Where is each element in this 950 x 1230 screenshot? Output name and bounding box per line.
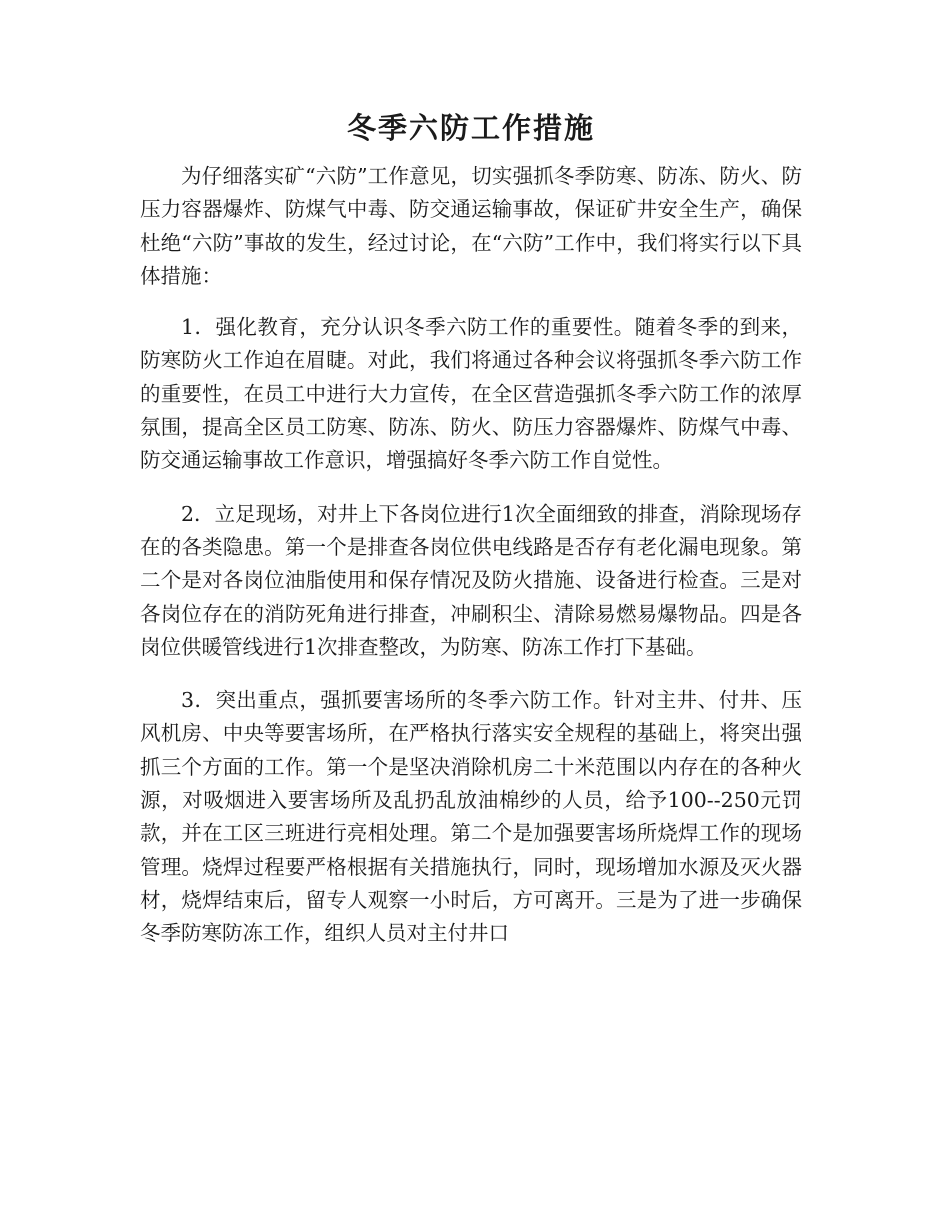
measure-paragraph-2: 2．立足现场，对井上下各岗位进行1次全面细致的排查，消除现场存在的各类隐患。第一个是排查各岗位供电线路是否存有老化漏电现象。第二个是对各岗位油脂使用和保存情况及防火措施、设备进行检查。三是对各岗位存在的消防死角进行排查，冲刷积尘、清除易燃易爆物品。四是各岗位供暖管线进行1次排查整改，为防寒、防冻工作打下基础。 [140, 501, 802, 659]
document-page [140, 108, 802, 971]
measure-paragraph-1: 1．强化教育，充分认识冬季六防工作的重要性。随着冬季的到来，防寒防火工作迫在眉睫。对此，我们将通过各种会议将强抓冬季六防工作的重要性，在员工中进行大力宣传，在全区营造强抓冬季六防工作的浓厚氛围，提高全区员工防寒、防冻、防火、防压力容器爆炸、防煤气中毒、防交通运输事故工作意识，增强搞好冬季六防工作自觉性。 [140, 315, 802, 473]
measure-paragraph-3: 3．突出重点，强抓要害场所的冬季六防工作。针对主井、付井、压风机房、中央等要害场所，在严格执行落实安全规程的基础上，将突出强抓三个方面的工作。第一个是坚决消除机房二十米范围以内存在的各种火源，对吸烟进入要害场所及乱扔乱放油棉纱的人员，给予100--250元罚款，并在工区三班进行亮相处理。第二个是加强要害场所烧焊工作的现场管理。烧焊过程要严格根据有关措施执行，同时，现场增加水源及灭火器材，烧焊结束后，留专人观察一小时后，方可离开。三是为了进一步确保冬季防寒防冻工作，组织人员对主付井口 [140, 688, 802, 946]
intro-paragraph: 为仔细落实矿“六防”工作意见，切实强抓冬季防寒、防冻、防火、防压力容器爆炸、防煤气中毒、防交通运输事故，保证矿井安全生产，确保杜绝“六防”事故的发生，经过讨论，在“六防”工作中，我们将实行以下具体措施： [140, 164, 802, 288]
document-title: 冬季六防工作措施 [346, 111, 595, 145]
